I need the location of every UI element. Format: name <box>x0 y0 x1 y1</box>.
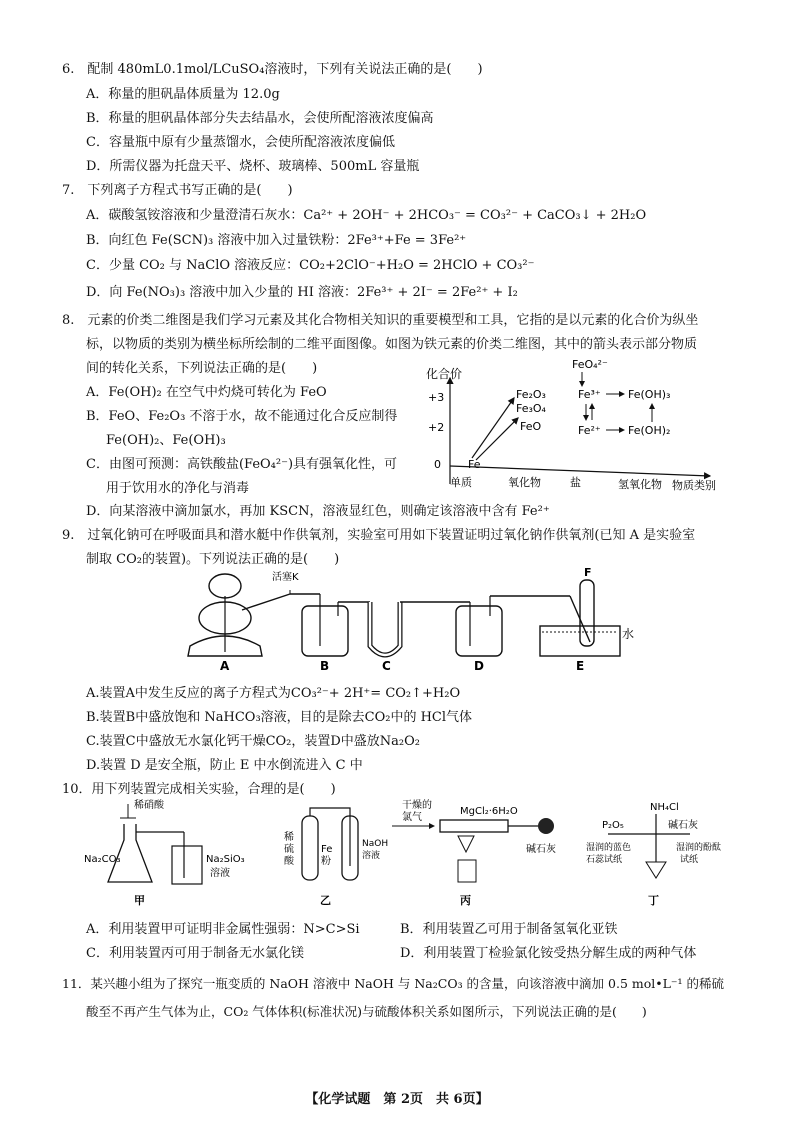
q10-option-a[interactable]: A．利用装置甲可证明非金属性强弱：N>C>Si <box>86 922 360 937</box>
ding-name: 丁 <box>648 894 659 907</box>
q6-option-a[interactable]: A．称量的胆矾晶体质量为 12.0g <box>86 87 280 102</box>
yi-name: 乙 <box>320 894 331 907</box>
yi-acid-2: 硫 <box>284 844 294 855</box>
q10-option-b[interactable]: B．利用装置乙可用于制备氢氧化亚铁 <box>400 922 618 937</box>
q9-stem-line1: 9. 过氧化钠可在呼吸面具和潜水艇中作供氧剂，实验室可用如下装置证明过氧化钠作供氧剂(已知 A 是实验室 <box>62 528 696 543</box>
cylinder-f-label: F <box>584 566 592 579</box>
q11-stem-line1: 11．某兴趣小组为了探究一瓶变质的 NaOH 溶液中 NaOH 与 Na₂CO₃ 的含量，向该溶液中滴加 0.5 mol•L⁻¹ 的稀硫 <box>62 976 725 991</box>
ding-p2o5-label: P₂O₅ <box>602 820 624 831</box>
q8-option-c-line2: 用于饮用水的净化与消毒 <box>106 481 250 496</box>
ding-left-2: 石蕊试纸 <box>586 855 623 865</box>
node-fe2plus: Fe²⁺ <box>578 424 601 437</box>
ding-left-1: 湿润的蓝色 <box>586 843 632 853</box>
q7-option-a[interactable]: A．碳酸氢铵溶液和少量澄清石灰水：Ca²⁺ + 2OH⁻ + 2HCO₃⁻ = CO₃²⁻ + CaCO₃↓ + 2H₂O <box>86 208 647 223</box>
jia-solution-label: 溶液 <box>210 868 230 879</box>
xcat-hydroxide: 氢氧化物 <box>618 478 662 491</box>
q8-option-a[interactable]: A．Fe(OH)₂ 在空气中灼烧可转化为 FeO <box>86 385 327 400</box>
bing-name: 丙 <box>460 894 471 907</box>
yi-acid-1: 稀 <box>284 832 294 843</box>
q8-stem-line2: 标，以物质的类别为横坐标所绘制的二维平面图像。如图为铁元素的价类二维图，其中的箭头表示部分物质 <box>86 337 698 352</box>
ytick-zero: 0 <box>434 458 441 471</box>
q6-stem: 6. 配制 480mL0.1mol/LCuSO₄溶液时，下列有关说法正确的是( ) <box>62 62 483 77</box>
q10-option-c[interactable]: C．利用装置丙可用于制备无水氯化镁 <box>86 946 304 961</box>
valve-k-label: 活塞K <box>272 572 299 583</box>
q7-stem: 7. 下列离子方程式书写正确的是( ) <box>62 183 293 198</box>
q8-option-d[interactable]: D．向某溶液中滴加氯水，再加 KSCN，溶液显红色，则确定该溶液中含有 Fe²⁺ <box>86 504 550 519</box>
label-a: A <box>220 659 230 673</box>
ding-salt-label: NH₄Cl <box>650 802 679 813</box>
q10-option-d[interactable]: D．利用装置丁检验氯化铵受热分解生成的两种气体 <box>400 946 697 961</box>
ding-lime-label: 碱石灰 <box>668 820 698 831</box>
water-label: 水 <box>622 627 635 641</box>
q9-option-d[interactable]: D.装置 D 是安全瓶，防止 E 中水倒流进入 C 中 <box>86 758 363 773</box>
ding-right-2: 试纸 <box>680 855 699 865</box>
apparatus-q10 <box>80 796 722 910</box>
node-feo4: FeO₄²⁻ <box>572 358 608 371</box>
xcat-salt: 盐 <box>570 476 581 489</box>
q8-stem-line1: 8. 元素的价类二维图是我们学习元素及其化合物相关知识的重要模型和工具，它指的是以元素的化合价为纵坐 <box>62 313 699 328</box>
node-feoh3: Fe(OH)₃ <box>628 388 671 401</box>
ytick-plus3: +3 <box>428 391 445 404</box>
page-footer: 【化学试题 第 2页 共 6页】 <box>305 1092 489 1107</box>
q7-option-c[interactable]: C．少量 CO₂ 与 NaClO 溶液反应：CO₂+2ClO⁻+H₂O = 2HClO + CO₃²⁻ <box>86 258 535 273</box>
iron-valence-diagram <box>420 356 740 492</box>
q10-stem: 10．用下列装置完成相关实验，合理的是( ) <box>62 782 336 797</box>
node-fe3o4: Fe₃O₄ <box>516 402 546 415</box>
q9-stem-line2: 制取 CO₂的装置)。下列说法正确的是( ) <box>86 552 340 567</box>
xcat-class: 物质类别 <box>672 479 716 492</box>
yi-naoh-1: NaOH <box>362 839 389 849</box>
xcat-element: 单质 <box>450 476 472 489</box>
label-b: B <box>320 659 330 673</box>
jia-na2sio3-label: Na₂SiO₃ <box>206 854 245 865</box>
label-c: C <box>382 659 391 673</box>
bing-salt-label: MgCl₂·6H₂O <box>460 806 518 817</box>
q6-option-c[interactable]: C．容量瓶中原有少量蒸馏水，会使所配溶液浓度偏低 <box>86 135 395 150</box>
xcat-oxide: 氧化物 <box>508 476 541 489</box>
yi-naoh-2: 溶液 <box>362 851 381 861</box>
q8-option-b-line1[interactable]: B．FeO、Fe₂O₃ 不溶于水，故不能通过化合反应制得 <box>86 409 398 424</box>
q7-option-d[interactable]: D．向 Fe(NO₃)₃ 溶液中加入少量的 HI 溶液：2Fe³⁺ + 2I⁻ = 2Fe²⁺ + I₂ <box>86 285 518 300</box>
q9-option-a[interactable]: A.装置A中发生反应的离子方程式为CO₃²⁻+ 2H⁺= CO₂↑+H₂O <box>86 686 461 701</box>
bing-gas-1: 干燥的 <box>402 800 432 811</box>
bing-gas-2: 氯气 <box>402 812 422 823</box>
node-fe2o3: Fe₂O₃ <box>516 388 546 401</box>
jia-acid-label: 稀硝酸 <box>134 800 164 811</box>
q8-stem-line3: 间的转化关系，下列说法正确的是( ) <box>86 361 318 376</box>
node-feoh2: Fe(OH)₂ <box>628 424 671 437</box>
node-feo: FeO <box>520 420 542 433</box>
jia-name: 甲 <box>134 894 145 907</box>
q8-option-c-line1[interactable]: C．由图可预测：高铁酸盐(FeO₄²⁻)具有强氧化性，可 <box>86 457 398 472</box>
q7-option-b[interactable]: B．向红色 Fe(SCN)₃ 溶液中加入过量铁粉：2Fe³⁺+Fe = 3Fe²⁺ <box>86 233 467 248</box>
label-d: D <box>474 659 484 673</box>
diagram-ylabel: 化合价 <box>426 367 463 381</box>
q6-option-b[interactable]: B．称量的胆矾晶体部分失去结晶水，会使所配溶液浓度偏高 <box>86 111 434 126</box>
yi-fe-2: 粉 <box>321 856 331 867</box>
q11-stem-line2: 酸至不再产生气体为止，CO₂ 气体体积(标准状况)与硫酸体积关系如图所示，下列说法正确的是( ) <box>86 1004 647 1019</box>
q8-option-b-line2: Fe(OH)₂、Fe(OH)₃ <box>106 433 226 448</box>
q9-option-c[interactable]: C.装置C中盛放无水氯化钙干燥CO₂，装置D中盛放Na₂O₂ <box>86 734 421 749</box>
bing-lime-label: 碱石灰 <box>526 844 556 855</box>
yi-acid-3: 酸 <box>284 856 294 867</box>
yi-fe-1: Fe <box>321 844 333 855</box>
ytick-plus2: +2 <box>428 421 445 434</box>
label-e: E <box>576 659 585 673</box>
q6-option-d[interactable]: D．所需仪器为托盘天平、烧杯、玻璃棒、500mL 容量瓶 <box>86 159 420 174</box>
apparatus-q9 <box>180 566 640 672</box>
jia-na2co3-label: Na₂CO₃ <box>84 854 121 865</box>
q9-option-b[interactable]: B.装置B中盛放饱和 NaHCO₃溶液，目的是除去CO₂中的 HCl气体 <box>86 710 473 725</box>
ding-right-1: 湿润的酚酞 <box>676 843 722 853</box>
node-fe: Fe <box>468 458 481 471</box>
node-fe3plus: Fe³⁺ <box>578 388 601 401</box>
